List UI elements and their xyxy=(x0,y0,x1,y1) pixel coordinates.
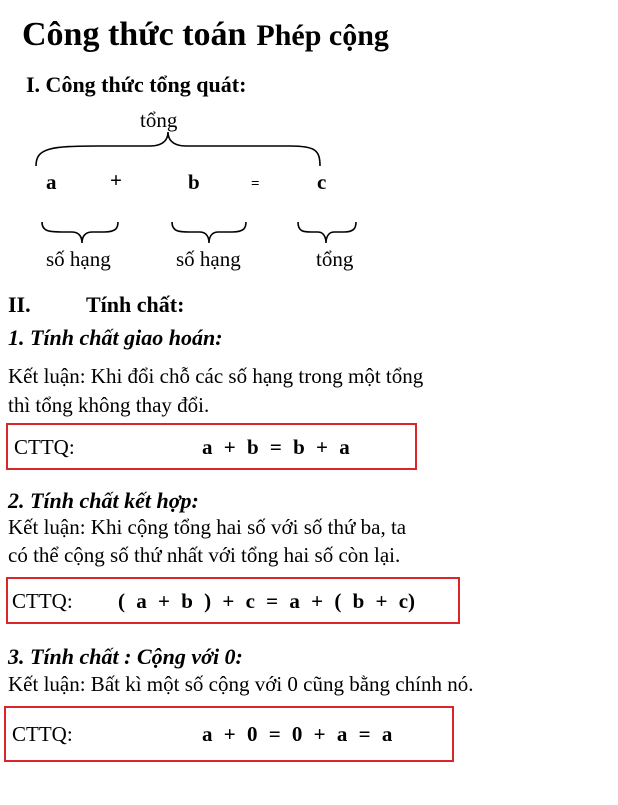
top-brace xyxy=(36,132,320,166)
prop-3-cttq-label: CTTQ: xyxy=(12,722,73,746)
prop-2-conclusion-line1: Kết luận: Khi cộng tổng hai số với số thứ ba, ta xyxy=(8,515,407,539)
prop-1-conclusion-line1: Kết luận: Khi đổi chỗ các số hạng trong một tổng xyxy=(8,364,424,388)
prop-3-formula: a + 0 = 0 + a = a xyxy=(202,722,393,746)
prop-2-formula: ( a + b ) + c = a + ( b + c) xyxy=(118,589,416,613)
label-term-b: số hạng xyxy=(176,247,241,271)
prop-1-formula: a + b = b + a xyxy=(202,435,350,459)
label-sum-top: tổng xyxy=(140,108,178,132)
var-b: b xyxy=(188,170,200,194)
section-2-heading: Tính chất: xyxy=(86,292,185,317)
var-a: a xyxy=(46,170,57,194)
title-main: Công thức toán xyxy=(22,16,247,53)
title-sub: Phép cộng xyxy=(256,19,389,52)
prop-2-title: 2. Tính chất kết hợp: xyxy=(8,488,199,513)
prop-3-title: 3. Tính chất : Cộng với 0: xyxy=(8,644,243,669)
prop-2-cttq-label: CTTQ: xyxy=(12,589,73,613)
prop-2-conclusion-line2: có thể cộng số thứ nhất với tổng hai số còn lại. xyxy=(8,543,401,567)
prop-1-title: 1. Tính chất giao hoán: xyxy=(8,325,223,350)
var-c: c xyxy=(317,170,327,194)
prop-3-conclusion-line1: Kết luận: Bất kì một số cộng với 0 cũng bằng chính nó. xyxy=(8,672,474,696)
plus-sign: + xyxy=(110,168,122,192)
brace-term-a xyxy=(42,222,118,243)
label-term-a: số hạng xyxy=(46,247,111,271)
label-sum-c: tổng xyxy=(316,247,354,271)
section-2-number: II. xyxy=(8,292,31,317)
brace-term-b xyxy=(172,222,246,243)
equals-sign: = xyxy=(251,176,260,192)
brace-sum-c xyxy=(298,222,356,243)
section-1-heading: I. Công thức tổng quát: xyxy=(26,72,247,97)
prop-1-conclusion-line2: thì tổng không thay đổi. xyxy=(8,393,210,417)
prop-1-cttq-label: CTTQ: xyxy=(14,435,75,459)
